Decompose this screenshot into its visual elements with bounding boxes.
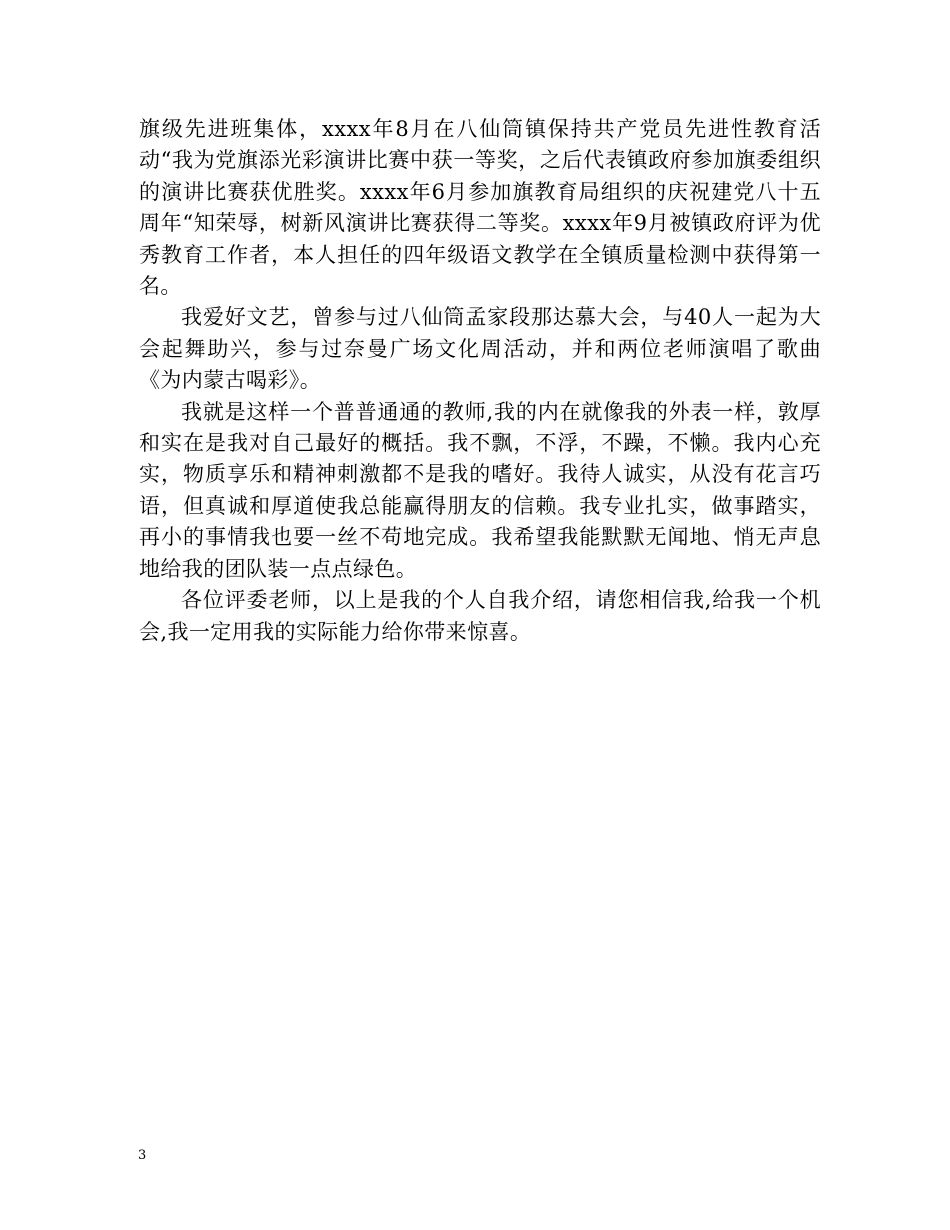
paragraph-1: 旗级先进班集体，xxxx年8月在八仙筒镇保持共产党员先进性教育活动“我为党旗添光彩演讲比赛中获一等奖，之后代表镇政府参加旗委组织的演讲比赛获优胜奖。xxxx年6月参加旗教育局组织的庆祝建党八十五周年“知荣辱，树新风演讲比赛获得二等奖。xxxx年9月被镇政府评为优秀教育工作者，本人担任的四年级语文教学在全镇质量检测中获得第一名。 xyxy=(139,117,821,299)
body-text xyxy=(139,114,821,648)
paragraph-3: 我就是这样一个普普通通的教师,我的内在就像我的外表一样，敦厚和实在是我对自己最好的概括。我不飘，不浮，不躁，不懒。我内心充实，物质享乐和精神刺激都不是我的嗜好。我待人诚实，从没有花言巧语，但真诚和厚道使我总能赢得朋友的信赖。我专业扎实，做事踏实，再小的事情我也要一丝不苟地完成。我希望我能默默无闻地、悄无声息地给我的团队装一点点绿色。 xyxy=(139,399,821,581)
paragraph-2: 我爱好文艺，曾参与过八仙筒孟家段那达慕大会，与40人一起为大会起舞助兴，参与过奈曼广场文化周活动，并和两位老师演唱了歌曲《为内蒙古喝彩》。 xyxy=(139,305,821,393)
paragraph-4: 各位评委老师，以上是我的个人自我介绍，请您相信我,给我一个机会,我一定用我的实际能力给你带来惊喜。 xyxy=(139,588,821,644)
page-number: 3 xyxy=(138,1148,147,1163)
